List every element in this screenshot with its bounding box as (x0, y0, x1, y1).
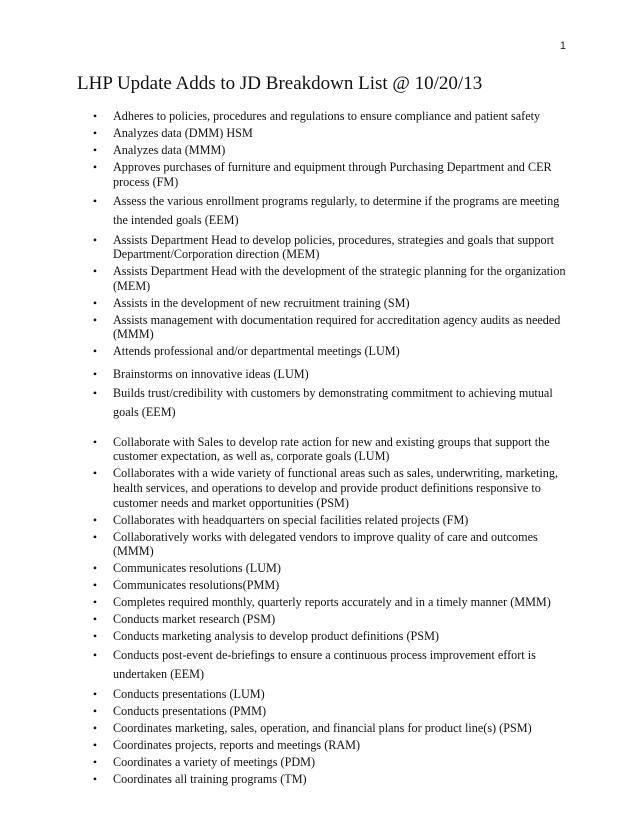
bullet-icon: • (92, 687, 98, 702)
list-item-text: Completes required monthly, quarterly reports accurately and in a timely manner (MMM) (113, 595, 551, 610)
bullet-icon: • (92, 142, 98, 157)
list-item-text: Analyzes data (MMM) (113, 142, 226, 157)
bullet-icon: • (92, 612, 98, 627)
bullet-icon: • (92, 738, 98, 753)
bullet-icon: • (92, 648, 98, 663)
list-item (90, 435, 570, 464)
list-item-text: Approves purchases of furniture and equipment through Purchasing Department and CER process (FM) (113, 159, 552, 189)
bullet-icon: • (92, 109, 98, 123)
list-item (90, 296, 570, 311)
list-item-text: Collaborates with a wide variety of functional areas such as sales, underwriting, marketing, health services, and operations to develop and provide product definitions responsive to customer needs and market opportunities (PSM) (113, 466, 559, 510)
list-item (90, 233, 570, 262)
list-item (90, 721, 570, 736)
bullet-icon: • (92, 512, 98, 527)
bullet-icon: • (92, 295, 98, 310)
list-item (90, 160, 570, 189)
list-item (90, 612, 570, 627)
list-item-text: Conducts post-event de-briefings to ensure a continuous process improvement effort is undertaken (EEM) (113, 648, 536, 682)
list-item-text: Conducts market research (PSM) (113, 612, 276, 627)
list-item (90, 109, 570, 124)
list-item-text: Conducts presentations (PMM) (113, 704, 267, 719)
list-item-text: Coordinates a variety of meetings (PDM) (113, 755, 316, 769)
list-item (90, 646, 570, 684)
list-item (90, 561, 570, 576)
bullet-icon: • (92, 529, 98, 544)
list-item (90, 755, 570, 770)
list-item (90, 367, 570, 382)
list-item-text: Coordinates projects, reports and meetings (RAM) (113, 738, 361, 753)
list-item-text: Collaborates with headquarters on special facilities related projects (FM) (113, 512, 469, 527)
list-item (90, 466, 570, 510)
page-number: 1 (559, 40, 566, 52)
list-item-text: Assists Department Head with the development of the strategic planning for the organization (MEM) (113, 264, 566, 293)
bullet-icon: • (92, 629, 98, 644)
list-item-text: Collaborate with Sales to develop rate action for new and existing groups that support the customer expectation, as well as, corporate goals (LUM) (113, 434, 550, 464)
list-item (90, 530, 570, 559)
bullet-icon: • (92, 159, 98, 174)
list-item-text: Conducts presentations (LUM) (113, 687, 265, 702)
list-item (90, 687, 570, 702)
bullet-icon: • (92, 755, 98, 769)
bullet-list (90, 109, 570, 789)
list-item-text: Assists in the development of new recruitment training (SM) (113, 295, 410, 310)
bullet-icon: • (92, 434, 98, 449)
list-item (90, 772, 570, 787)
list-item (90, 513, 570, 528)
bullet-icon: • (92, 466, 98, 481)
list-item (90, 595, 570, 610)
list-item-text: Assess the various enrollment programs regularly, to determine if the programs are meeting the intended goals (EEM) (113, 193, 560, 227)
list-item-text: Brainstorms on innovative ideas (LUM) (113, 366, 309, 381)
bullet-icon: • (92, 125, 98, 140)
list-item (90, 344, 570, 359)
list-item-text: Attends professional and/or departmental meetings (LUM) (113, 344, 400, 359)
bullet-icon: • (92, 193, 98, 208)
document-title: LHP Update Adds to JD Breakdown List @ 10/20/13 (77, 73, 483, 94)
list-item (90, 738, 570, 753)
list-item-text: Communicates resolutions(PMM) (113, 578, 280, 593)
list-item (90, 384, 570, 422)
bullet-icon: • (92, 232, 98, 247)
bullet-icon: • (92, 312, 98, 327)
list-item-text: Communicates resolutions (LUM) (113, 561, 281, 576)
list-item-text: Coordinates all training programs (TM) (113, 771, 307, 786)
list-item (90, 313, 570, 342)
bullet-icon: • (92, 264, 98, 279)
bullet-icon: • (92, 366, 98, 381)
list-item (90, 704, 570, 719)
list-item (90, 143, 570, 158)
list-item-text: Adheres to policies, procedures and regulations to ensure compliance and patient safety (113, 109, 541, 123)
list-item (90, 192, 570, 230)
list-item-text: Coordinates marketing, sales, operation, and financial plans for product line(s) (PSM) (113, 721, 532, 736)
list-item-text: Collaboratively works with delegated vendors to improve quality of care and outcomes (MMM) (113, 529, 538, 559)
bullet-icon: • (92, 704, 98, 719)
bullet-icon: • (92, 595, 98, 610)
list-item (90, 126, 570, 141)
bullet-icon: • (92, 344, 98, 359)
bullet-icon: • (92, 771, 98, 786)
bullet-icon: • (92, 578, 98, 593)
list-item (90, 578, 570, 593)
list-item-text: Assists Department Head to develop policies, procedures, strategies and goals that support Department/Corporation direction (MEM) (113, 232, 555, 262)
bullet-icon: • (92, 721, 98, 736)
list-item-text: Analyzes data (DMM) HSM (113, 125, 253, 140)
bullet-icon: • (92, 561, 98, 576)
list-item-text: Builds trust/credibility with customers by demonstrating commitment to achieving mutual goals (EEM) (113, 385, 553, 419)
bullet-icon: • (92, 385, 98, 400)
list-item-text: Conducts marketing analysis to develop product definitions (PSM) (113, 629, 439, 644)
list-item (90, 629, 570, 644)
list-item-text: Assists management with documentation required for accreditation agency audits as needed (MMM) (113, 312, 561, 342)
list-item (90, 264, 570, 293)
